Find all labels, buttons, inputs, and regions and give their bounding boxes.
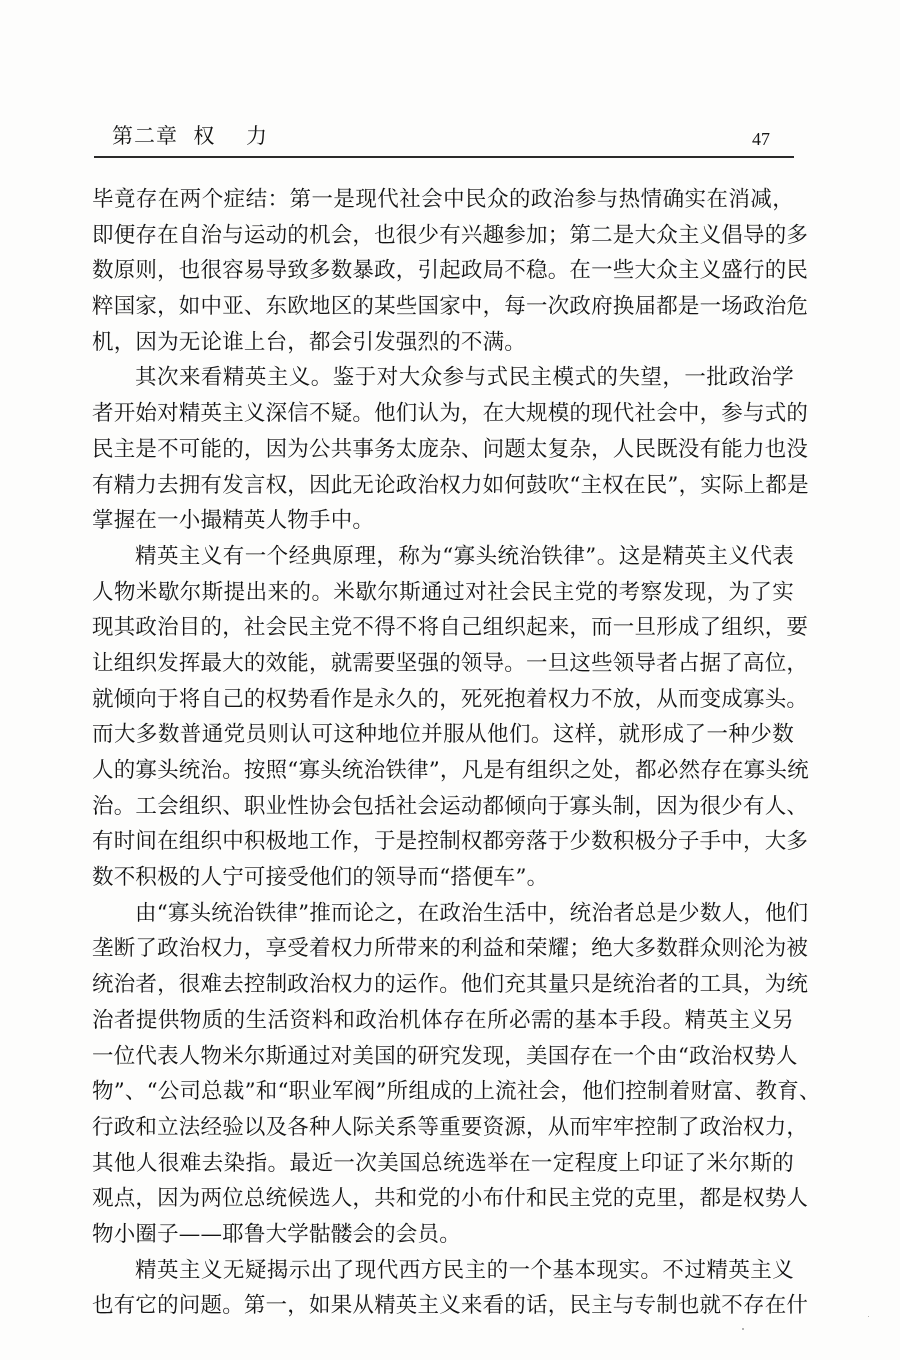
text-line: 机，因为无论谁上台，都会引发强烈的不满。 (92, 329, 527, 355)
text-line: 治。工会组织、职业性协会包括社会运动都倾向于寡头制，因为很少有人、 (92, 793, 809, 819)
paragraph-first-line: 其次来看精英主义。鉴于对大众参与式民主模式的失望，一批政治学 (135, 365, 794, 391)
text-line: 观点，因为两位总统候选人，共和党的小布什和民主党的克里，都是权势人 (92, 1186, 809, 1212)
text-line: 数原则，也很容易导致多数暴政，引起政局不稳。在一些大众主义盛行的民 (92, 258, 809, 284)
paragraph-first-line: 由“寡头统治铁律”推而论之，在政治生活中，统治者总是少数人，他们 (135, 900, 809, 926)
text-line: 也有它的问题。第一，如果从精英主义来看的话，民主与专制也就不存在什 (92, 1293, 809, 1319)
text-line: 人物米歇尔斯提出来的。米歇尔斯通过对社会民主党的考察发现，为了实 (92, 579, 794, 605)
paragraph-first-line: 精英主义无疑揭示出了现代西方民主的一个基本现实。不过精英主义 (135, 1257, 794, 1283)
scan-speck (868, 1316, 869, 1317)
text-line: 统治者，很难去控制政治权力的运作。他们充其量只是统治者的工具，为统 (92, 972, 809, 998)
text-line: 数不积极的人宁可接受他们的领导而“搭便车”。 (92, 865, 549, 891)
page-number: 47 (752, 129, 770, 149)
text-line: 而大多数普通党员则认可这种地位并服从他们。这样，就形成了一种少数 (92, 722, 794, 748)
text-line: 物小圈子——耶鲁大学骷髅会的会员。 (92, 1221, 461, 1247)
text-line: 让组织发挥最大的效能，就需要坚强的领导。一旦这些领导者占据了高位， (92, 650, 809, 676)
body-text (92, 182, 821, 1324)
text-line: 垄断了政治权力，享受着权力所带来的利益和荣耀；绝大多数群众则沦为被 (92, 936, 809, 962)
paragraph-first-line: 精英主义有一个经典原理，称为“寡头统治铁律”。这是精英主义代表 (135, 543, 794, 569)
text-line: 人的寡头统治。按照“寡头统治铁律”，凡是有组织之处，都必然存在寡头统 (92, 758, 809, 783)
text-line: 粹国家，如中亚、东欧地区的某些国家中，每一次政府换届都是一场政治危 (92, 294, 809, 320)
scan-speck (742, 1328, 744, 1330)
chapter-title: 第二章 权 力 (112, 124, 269, 148)
text-line: 有时间在组织中积极地工作，于是控制权都旁落于少数积极分子手中，大多 (92, 829, 809, 855)
text-line: 掌握在一小撮精英人物手中。 (92, 508, 375, 534)
text-line: 物”、“公司总裁”和“职业军阀”所组成的上流社会，他们控制着财富、教育、 (92, 1079, 821, 1105)
text-line: 一位代表人物米尔斯通过对美国的研究发现，美国存在一个由“政治权势人 (92, 1043, 798, 1069)
header-rule (94, 156, 794, 158)
text-line: 即便存在自治与运动的机会，也很少有兴趣参加；第二是大众主义倡导的多 (92, 222, 809, 248)
text-line: 有精力去拥有发言权，因此无论政治权力如何鼓吹“主权在民”，实际上都是 (92, 472, 809, 498)
text-line: 其他人很难去染指。最近一次美国总统选举在一定程度上印证了米尔斯的 (92, 1150, 794, 1176)
running-header (98, 122, 792, 154)
text-line: 治者提供物质的生活资料和政治机体存在所必需的基本手段。精英主义另 (92, 1007, 794, 1033)
text-line: 民主是不可能的，因为公共事务太庞杂、问题太复杂，人民既没有能力也没 (92, 436, 809, 462)
text-line: 就倾向于将自己的权势看作是永久的，死死抱着权力不放，从而变成寡头。 (92, 686, 809, 712)
text-line: 行政和立法经验以及各种人际关系等重要资源，从而牢牢控制了政治权力， (92, 1114, 809, 1140)
text-line: 毕竟存在两个症结：第一是现代社会中民众的政治参与热情确实在消减， (92, 187, 794, 212)
text-line: 者开始对精英主义深信不疑。他们认为，在大规模的现代社会中，参与式的 (92, 401, 809, 427)
text-line: 现其政治目的，社会民主党不得不将自己组织起来，而一旦形成了组织，要 (92, 615, 809, 641)
